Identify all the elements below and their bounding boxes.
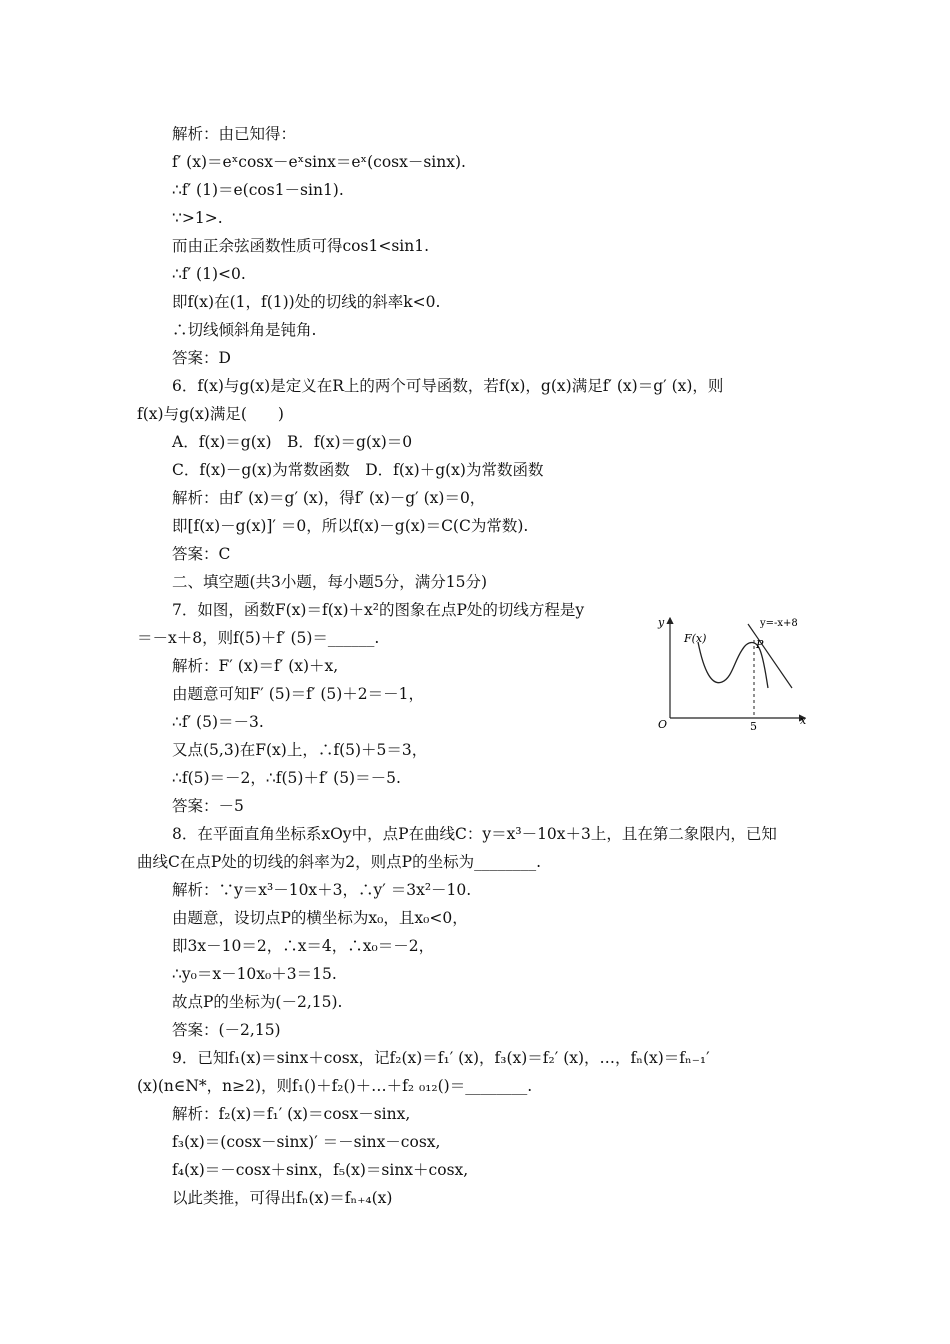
tangent-line [748, 624, 792, 688]
question-line: f(x)与g(x)满足( ) [137, 405, 284, 423]
y-axis-label: y [658, 616, 665, 629]
text-line: 由题意可知F′ (5)＝f′ (5)＋2＝－1， [172, 685, 425, 703]
tangent-label: y=-x+8 [760, 618, 798, 629]
question-line: 7．如图，函数F(x)＝f(x)＋x²的图象在点P处的切线方程是y [172, 601, 585, 619]
text-line: ∴y₀＝x－10x₀＋3＝15. [172, 965, 337, 983]
function-graph-figure [650, 612, 815, 742]
text-line: ∴切线倾斜角是钝角. [172, 321, 317, 339]
text-line: 答案：D [172, 349, 231, 367]
question-line: 8．在平面直角坐标系xOy中，点P在曲线C：y＝x³－10x＋3上，且在第二象限内，已知 [172, 825, 777, 843]
text-line: f₃(x)＝(cosx－sinx)′ ＝－sinx－cosx, [172, 1133, 441, 1151]
text-line: 由题意，设切点P的横坐标为x₀，且x₀<0， [172, 909, 468, 927]
text-line: 解析：由f′ (x)＝g′ (x)，得f′ (x)－g′ (x)＝0， [172, 489, 486, 507]
text-line: ∴f′ (1)<0. [172, 265, 246, 283]
x-tick-label: 5 [750, 720, 757, 733]
text-line: 解析：F′ (x)＝f′ (x)＋x, [172, 657, 339, 675]
text-line: 即[f(x)－g(x)]′ ＝0，所以f(x)－g(x)＝C(C为常数). [172, 517, 529, 535]
text-line: ∵>1>. [172, 209, 223, 227]
option-line: A．f(x)＝g(x) B．f(x)＝g(x)＝0 [172, 433, 413, 451]
text-line: 答案：(－2,15) [172, 1021, 281, 1039]
text-line: f₄(x)＝－cosx＋sinx，f₅(x)＝sinx＋cosx, [172, 1161, 469, 1179]
point-label: P [756, 638, 764, 651]
text-line: ∴f′ (1)＝e(cos1－sin1). [172, 181, 344, 199]
text-line: 解析：∵y＝x³－10x＋3，∴y′ ＝3x²－10. [172, 881, 472, 899]
text-line: f′ (x)＝eˣcosx－eˣsinx＝eˣ(cosx－sinx). [172, 153, 466, 171]
text-line: ∴f(5)＝－2，∴f(5)＋f′ (5)＝－5. [172, 769, 401, 787]
text-line: 而由正余弦函数性质可得cos1<sin1. [172, 237, 429, 255]
text-line: 答案：－5 [172, 797, 244, 815]
text-line: 答案：C [172, 545, 231, 563]
curve-label: F(x) [684, 632, 707, 645]
origin-label: O [658, 718, 668, 731]
text-line: 又点(5,3)在F(x)上，∴f(5)＋5＝3， [172, 741, 428, 759]
text-line: 即3x－10＝2，∴x＝4，∴x₀＝－2， [172, 937, 435, 955]
question-line: (x)(n∈N*，n≥2)，则f₁()＋f₂()＋…＋f₂ ₀₁₂()＝________. [137, 1077, 533, 1095]
question-line: 曲线C在点P处的切线的斜率为2，则点P的坐标为________. [137, 853, 542, 871]
text-line: 解析：f₂(x)＝f₁′ (x)＝cosx－sinx, [172, 1105, 411, 1123]
option-line: C．f(x)－g(x)为常数函数 D．f(x)＋g(x)为常数函数 [172, 461, 544, 479]
text-line: 故点P的坐标为(－2,15). [172, 993, 343, 1011]
text-line: 解析：由已知得： [172, 125, 297, 143]
section-heading: 二、填空题(共3小题，每小题5分，满分15分) [172, 573, 488, 591]
text-line: 以此类推，可得出fₙ(x)＝fₙ₊₄(x) [172, 1189, 393, 1207]
text-line: 即f(x)在(1，f(1))处的切线的斜率k<0. [172, 293, 441, 311]
question-line: ＝－x＋8，则f(5)＋f′ (5)＝______. [137, 629, 380, 647]
text-line: ∴f′ (5)＝－3. [172, 713, 264, 731]
question-line: 9．已知f₁(x)＝sinx＋cosx，记f₂(x)＝f₁′ (x)，f₃(x)＝f₂′ (x)，…，fₙ(x)＝fₙ₋₁′ [172, 1049, 710, 1067]
question-line: 6．f(x)与g(x)是定义在R上的两个可导函数，若f(x)，g(x)满足f′ (x)＝g′ (x)，则 [172, 377, 724, 395]
x-axis-label: x [800, 714, 807, 727]
